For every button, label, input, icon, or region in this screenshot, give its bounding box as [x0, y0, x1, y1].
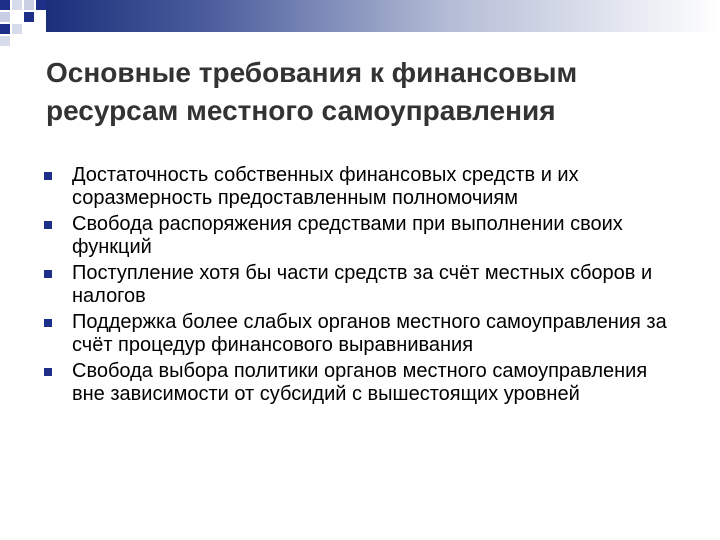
decor-square	[0, 24, 10, 34]
bullet-text: Поступление хотя бы части средств за счёт местных сборов и налогов	[72, 262, 653, 307]
decor-square	[36, 0, 46, 10]
decor-square	[24, 12, 34, 22]
bullet-list	[44, 164, 674, 409]
bullet-item	[44, 164, 674, 209]
bullet-item	[44, 360, 674, 405]
square-bullet-icon	[44, 172, 52, 180]
decor-square	[0, 12, 10, 22]
bullet-item	[44, 262, 674, 307]
decor-square	[12, 0, 22, 10]
corner-decoration	[0, 0, 50, 50]
decor-square	[0, 0, 10, 10]
square-bullet-icon	[44, 221, 52, 229]
bullet-text: Свобода выбора политики органов местного самоуправления вне зависимости от субсидий с вышестоящих уровней	[72, 360, 648, 405]
header-gradient-bar	[46, 0, 720, 32]
square-bullet-icon	[44, 368, 52, 376]
bullet-item	[44, 311, 674, 356]
square-bullet-icon	[44, 319, 52, 327]
bullet-text: Достаточность собственных финансовых средств и их соразмерность предоставленным полномочиям	[72, 164, 579, 209]
decor-square	[24, 0, 34, 10]
square-bullet-icon	[44, 270, 52, 278]
decor-square	[0, 36, 10, 46]
slide-title: Основные требования к финансовым ресурсам местного самоуправления	[46, 57, 578, 126]
bullet-item	[44, 213, 674, 258]
bullet-text: Поддержка более слабых органов местного самоуправления за счёт процедур финансового выравнивания	[72, 311, 667, 356]
bullet-text: Свобода распоряжения средствами при выполнении своих функций	[72, 213, 623, 258]
decor-square	[12, 24, 22, 34]
